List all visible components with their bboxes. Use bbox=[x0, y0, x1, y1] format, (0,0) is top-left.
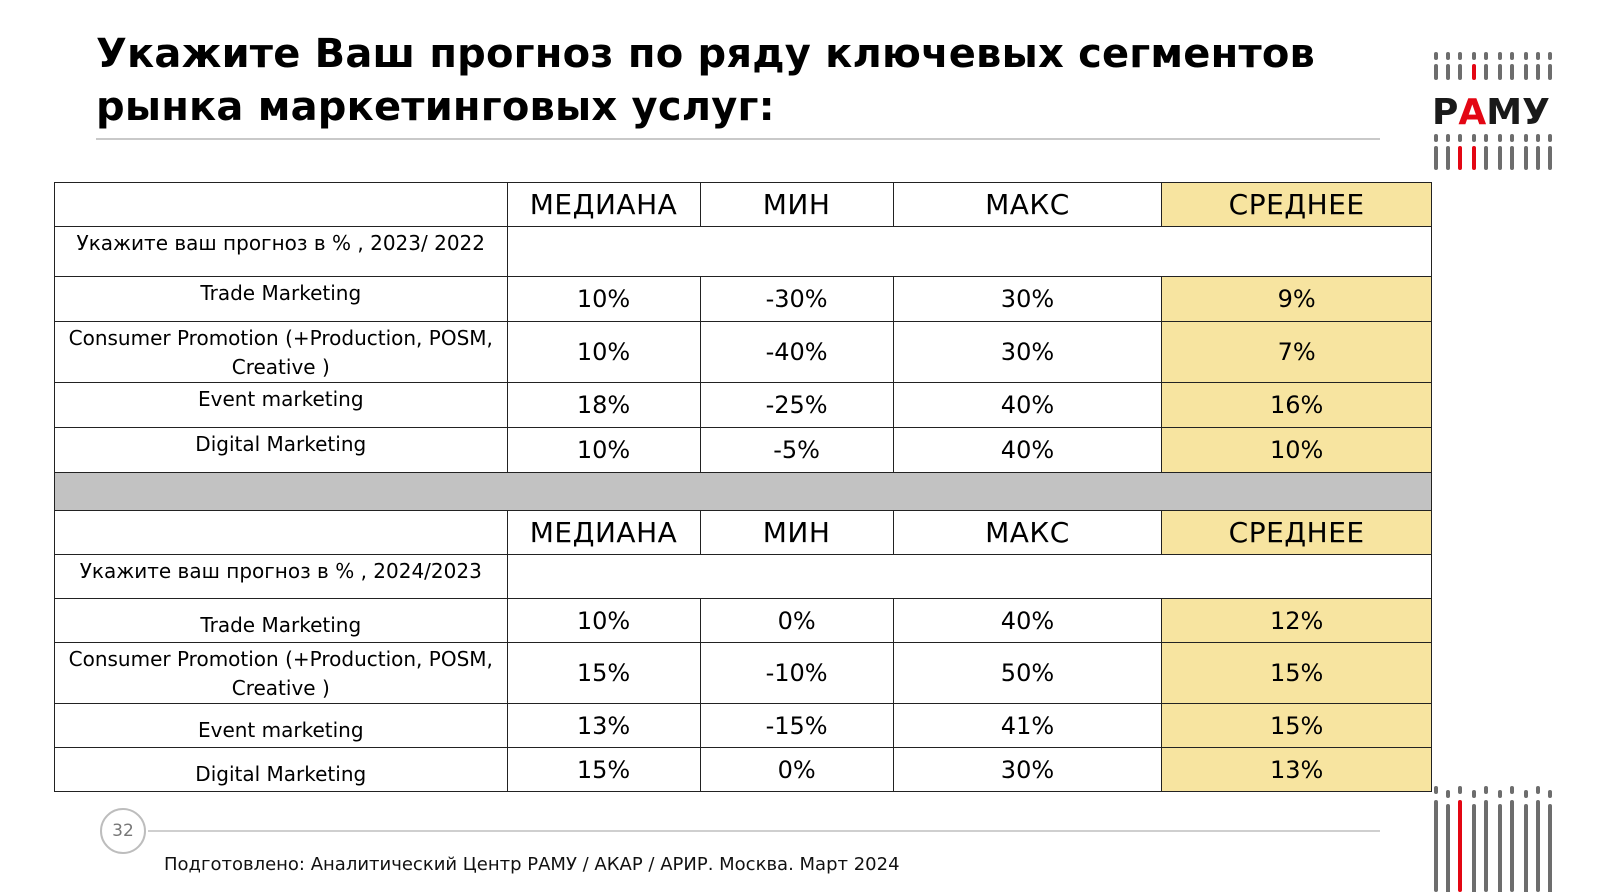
decorative-bar bbox=[1446, 790, 1450, 798]
max-cell: 40% bbox=[893, 383, 1162, 428]
page-number: 32 bbox=[100, 808, 146, 854]
decorative-bar bbox=[1524, 804, 1528, 892]
decorative-bars bbox=[1432, 786, 1558, 892]
median-cell: 10% bbox=[507, 428, 700, 473]
decorative-bar bbox=[1548, 804, 1552, 892]
footer-source: Подготовлено: Аналитический Центр РАМУ / АКАР / АРИР. Москва. Март 2024 bbox=[164, 854, 900, 875]
question-blank bbox=[507, 227, 1431, 277]
table-row bbox=[55, 428, 1432, 473]
avg-cell: 7% bbox=[1162, 322, 1432, 383]
ramu-logo bbox=[1432, 50, 1558, 174]
median-cell: 15% bbox=[507, 643, 700, 704]
logo-bar bbox=[1498, 52, 1502, 60]
logo-bar bbox=[1536, 52, 1540, 60]
logo-bar bbox=[1434, 64, 1438, 80]
empty-header-cell bbox=[55, 511, 508, 555]
logo-bar bbox=[1458, 134, 1462, 142]
page-title: Укажите Ваш прогноз по ряду ключевых сегментов рынка маркетинговых услуг: bbox=[96, 31, 1316, 130]
decorative-bar bbox=[1510, 786, 1514, 794]
logo-bar bbox=[1524, 134, 1528, 142]
decorative-bar bbox=[1458, 800, 1462, 892]
logo-bar bbox=[1484, 64, 1488, 80]
col-avg-header: СРЕДНЕЕ bbox=[1162, 183, 1432, 227]
max-cell: 50% bbox=[893, 643, 1162, 704]
logo-bottom-marks bbox=[1434, 134, 1552, 170]
footer-divider bbox=[148, 830, 1380, 832]
avg-cell: 12% bbox=[1162, 599, 1432, 643]
logo-bar bbox=[1458, 52, 1462, 60]
logo-bar bbox=[1434, 134, 1438, 142]
col-avg-header: СРЕДНЕЕ bbox=[1162, 511, 1432, 555]
min-cell: 0% bbox=[700, 748, 893, 792]
logo-bar bbox=[1458, 146, 1462, 170]
header-row bbox=[55, 511, 1432, 555]
avg-cell: 15% bbox=[1162, 704, 1432, 748]
decorative-bar bbox=[1498, 790, 1502, 798]
logo-bar bbox=[1446, 52, 1450, 60]
col-max-header: МАКС bbox=[893, 511, 1162, 555]
decorative-bar bbox=[1524, 790, 1528, 798]
segment-label: Trade Marketing bbox=[55, 277, 508, 322]
logo-bar bbox=[1472, 64, 1476, 80]
question-label: Укажите ваш прогноз в % , 2023/ 2022 bbox=[55, 227, 508, 277]
logo-bar bbox=[1510, 64, 1514, 80]
question-row bbox=[55, 555, 1432, 599]
question-label: Укажите ваш прогноз в % , 2024/2023 bbox=[55, 555, 508, 599]
median-cell: 15% bbox=[507, 748, 700, 792]
col-min-header: МИН bbox=[700, 511, 893, 555]
median-cell: 18% bbox=[507, 383, 700, 428]
avg-cell: 9% bbox=[1162, 277, 1432, 322]
table-row bbox=[55, 643, 1432, 704]
segment-label: Event marketing bbox=[55, 704, 508, 748]
title-divider bbox=[96, 138, 1380, 140]
logo-bar bbox=[1510, 52, 1514, 60]
median-cell: 13% bbox=[507, 704, 700, 748]
logo-bar bbox=[1548, 134, 1552, 142]
decorative-bar bbox=[1472, 790, 1476, 798]
logo-bar bbox=[1510, 134, 1514, 142]
median-cell: 10% bbox=[507, 322, 700, 383]
avg-cell: 16% bbox=[1162, 383, 1432, 428]
decorative-bar bbox=[1446, 804, 1450, 892]
logo-bar bbox=[1472, 146, 1476, 170]
segment-label: Event marketing bbox=[55, 383, 508, 428]
logo-letter-my: МУ bbox=[1486, 92, 1550, 133]
logo-bar bbox=[1524, 52, 1528, 60]
decorative-bar bbox=[1484, 786, 1488, 794]
segment-label: Digital Marketing bbox=[55, 428, 508, 473]
logo-bar bbox=[1524, 64, 1528, 80]
logo-bar bbox=[1498, 64, 1502, 80]
col-max-header: МАКС bbox=[893, 183, 1162, 227]
table-row bbox=[55, 599, 1432, 643]
logo-bar bbox=[1510, 146, 1514, 170]
max-cell: 40% bbox=[893, 599, 1162, 643]
decorative-bar bbox=[1434, 786, 1438, 794]
logo-bar bbox=[1498, 146, 1502, 170]
segment-label: Digital Marketing bbox=[55, 748, 508, 792]
max-cell: 40% bbox=[893, 428, 1162, 473]
logo-bar bbox=[1536, 146, 1540, 170]
table-row bbox=[55, 383, 1432, 428]
table-row bbox=[55, 748, 1432, 792]
section-separator bbox=[55, 473, 1432, 511]
decorative-bar bbox=[1434, 800, 1438, 892]
logo-bar bbox=[1458, 64, 1462, 80]
logo-bar bbox=[1536, 134, 1540, 142]
logo-bar bbox=[1498, 134, 1502, 142]
avg-cell: 10% bbox=[1162, 428, 1432, 473]
median-cell: 10% bbox=[507, 599, 700, 643]
question-blank bbox=[507, 555, 1431, 599]
avg-cell: 15% bbox=[1162, 643, 1432, 704]
median-cell: 10% bbox=[507, 277, 700, 322]
logo-bar bbox=[1484, 146, 1488, 170]
segment-label: Consumer Promotion (+Production, POSM, Creative ) bbox=[55, 643, 508, 704]
max-cell: 30% bbox=[893, 748, 1162, 792]
logo-bar bbox=[1548, 146, 1552, 170]
min-cell: -25% bbox=[700, 383, 893, 428]
logo-bar bbox=[1548, 52, 1552, 60]
min-cell: -30% bbox=[700, 277, 893, 322]
logo-bar bbox=[1524, 146, 1528, 170]
max-cell: 41% bbox=[893, 704, 1162, 748]
decorative-bar bbox=[1536, 800, 1540, 892]
col-median-header: МЕДИАНА bbox=[507, 183, 700, 227]
logo-bar bbox=[1472, 52, 1476, 60]
logo-bar bbox=[1446, 64, 1450, 80]
max-cell: 30% bbox=[893, 322, 1162, 383]
decorative-bar bbox=[1548, 790, 1552, 798]
decorative-bar bbox=[1472, 804, 1476, 892]
logo-bar bbox=[1446, 146, 1450, 170]
logo-bar bbox=[1446, 134, 1450, 142]
col-median-header: МЕДИАНА bbox=[507, 511, 700, 555]
decorative-bar bbox=[1458, 786, 1462, 794]
decorative-bar bbox=[1498, 804, 1502, 892]
avg-cell: 13% bbox=[1162, 748, 1432, 792]
decorative-bar bbox=[1484, 800, 1488, 892]
table-row bbox=[55, 277, 1432, 322]
min-cell: 0% bbox=[700, 599, 893, 643]
min-cell: -10% bbox=[700, 643, 893, 704]
max-cell: 30% bbox=[893, 277, 1162, 322]
table-row bbox=[55, 322, 1432, 383]
logo-letter-a: А bbox=[1458, 92, 1487, 133]
col-min-header: МИН bbox=[700, 183, 893, 227]
logo-bar bbox=[1484, 52, 1488, 60]
segment-label: Consumer Promotion (+Production, POSM, Creative ) bbox=[55, 322, 508, 383]
segment-label: Trade Marketing bbox=[55, 599, 508, 643]
logo-wordmark bbox=[1432, 92, 1550, 133]
min-cell: -40% bbox=[700, 322, 893, 383]
table-row bbox=[55, 704, 1432, 748]
decorative-bar bbox=[1536, 786, 1540, 794]
logo-letter-r: Р bbox=[1432, 92, 1459, 133]
logo-bar bbox=[1472, 134, 1476, 142]
min-cell: -5% bbox=[700, 428, 893, 473]
empty-header-cell bbox=[55, 183, 508, 227]
question-row bbox=[55, 227, 1432, 277]
logo-top-marks bbox=[1434, 52, 1552, 80]
logo-bar bbox=[1434, 52, 1438, 60]
header-row bbox=[55, 183, 1432, 227]
forecast-table bbox=[54, 182, 1432, 792]
logo-bar bbox=[1536, 64, 1540, 80]
logo-bar bbox=[1484, 134, 1488, 142]
logo-bar bbox=[1548, 64, 1552, 80]
logo-bar bbox=[1434, 146, 1438, 170]
separator-band bbox=[55, 473, 1432, 511]
decorative-bar bbox=[1510, 800, 1514, 892]
min-cell: -15% bbox=[700, 704, 893, 748]
